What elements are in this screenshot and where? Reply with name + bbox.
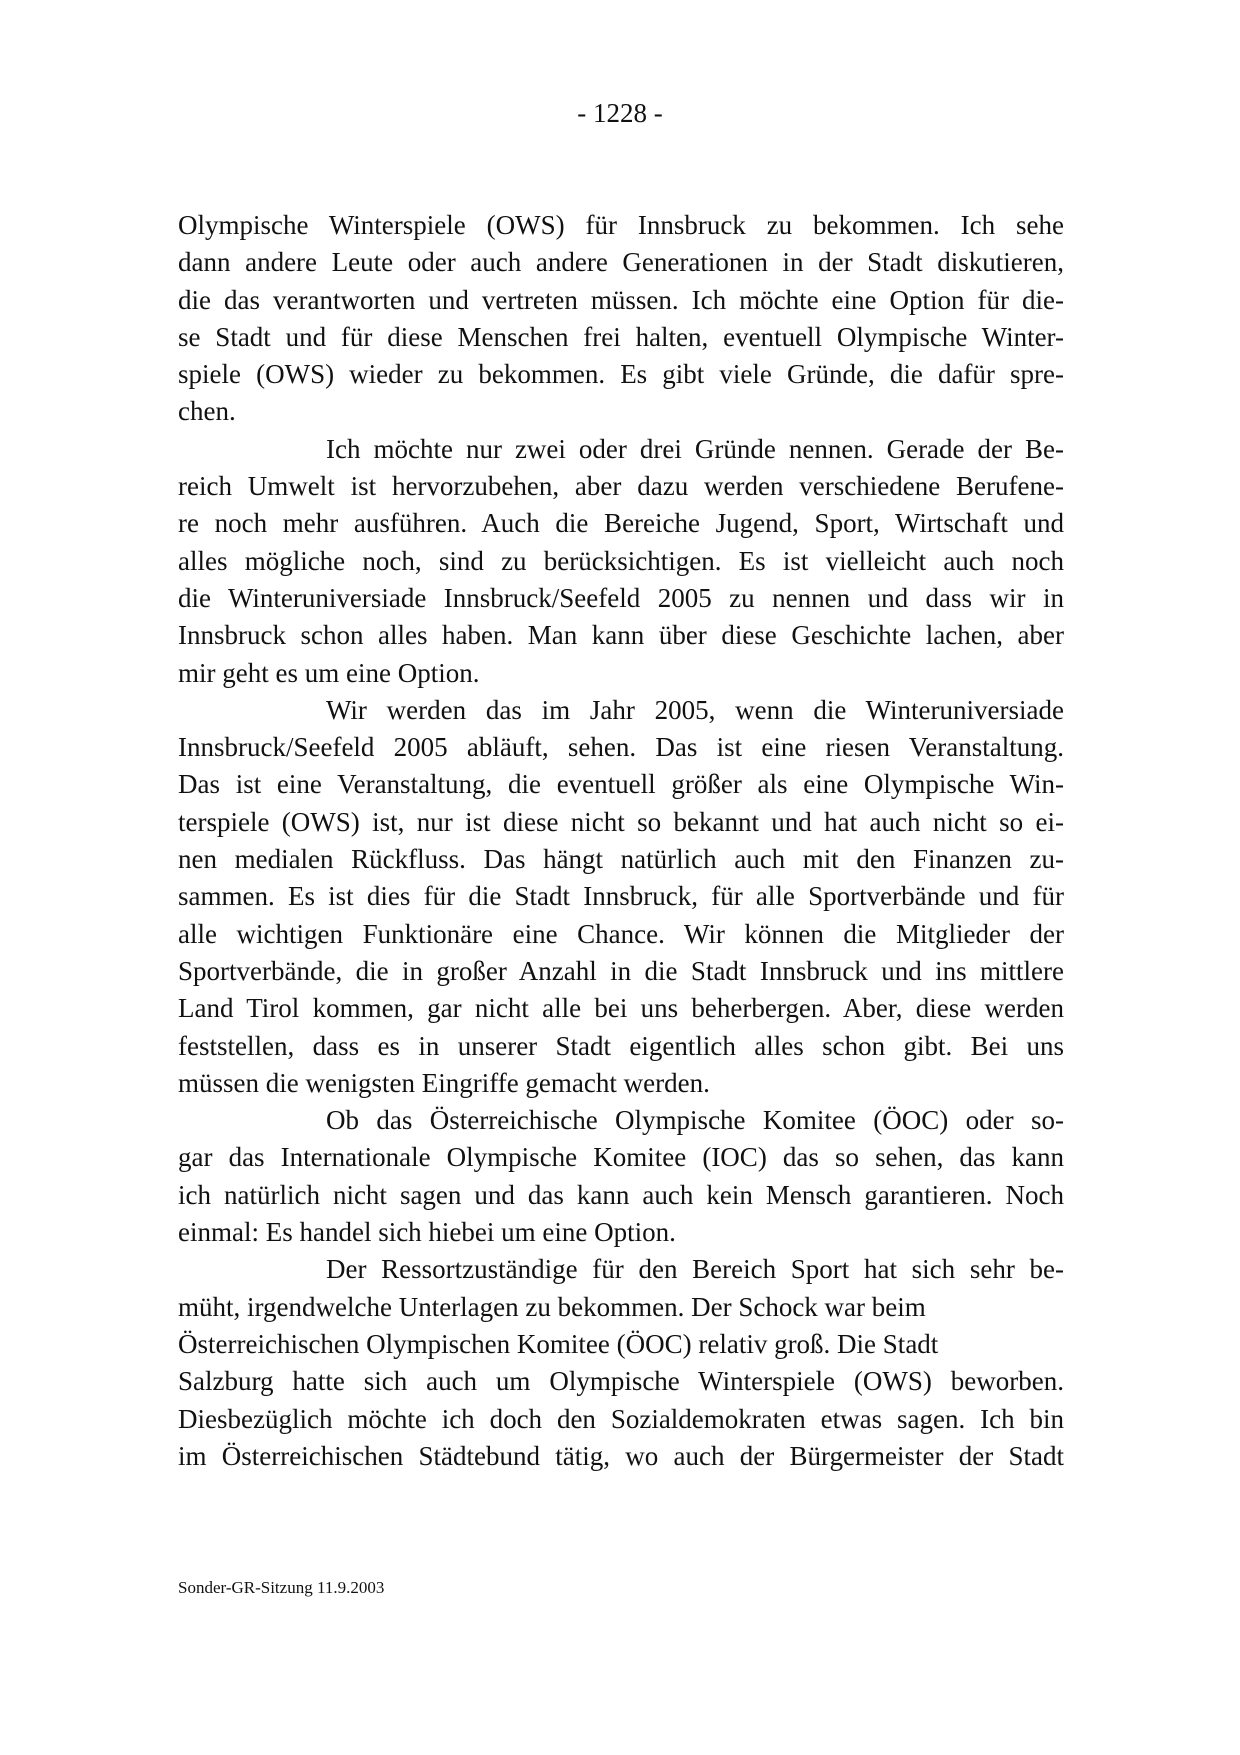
text-line: reich Umwelt ist hervorzubehen, aber dazu werden verschiedene Berufene- — [178, 471, 1064, 502]
text-line: dann andere Leute oder auch andere Generationen in der Stadt diskutieren, — [178, 247, 1064, 278]
text-line: im Österreichischen Städtebund tätig, wo auch der Bürgermeister der Stadt — [178, 1440, 1064, 1471]
text-line: Innsbruck/Seefeld 2005 abläuft, sehen. Das ist eine riesen Veranstaltung. — [178, 732, 1064, 763]
text-line: alles mögliche noch, sind zu berücksichtigen. Es ist vielleicht auch noch — [178, 545, 1064, 576]
text-line: Ich möchte nur zwei oder drei Gründe nennen. Gerade der Be- — [326, 433, 1064, 464]
text-line: ich natürlich nicht sagen und das kann auch kein Mensch garantieren. Noch — [178, 1179, 1064, 1210]
text-line: se Stadt und für diese Menschen frei halten, eventuell Olympische Winter- — [178, 321, 1064, 352]
text-line: einmal: Es handel sich hiebei um eine Option. — [178, 1217, 676, 1248]
text-line: müssen die wenigsten Eingriffe gemacht werden. — [178, 1067, 710, 1098]
text-line: sammen. Es ist dies für die Stadt Innsbruck, für alle Sportverbände und für — [178, 881, 1064, 912]
body-text — [178, 207, 1064, 1475]
text-line: Land Tirol kommen, gar nicht alle bei uns beherbergen. Aber, diese werden — [178, 993, 1064, 1024]
text-line: Österreichischen Olympischen Komitee (ÖOC) relativ groß. Die Stadt — [178, 1328, 939, 1359]
text-line: Sportverbände, die in großer Anzahl in die Stadt Innsbruck und ins mittlere — [178, 955, 1064, 986]
text-line: alle wichtigen Funktionäre eine Chance. Wir können die Mitglieder der — [178, 918, 1064, 949]
text-line: Innsbruck schon alles haben. Man kann über diese Geschichte lachen, aber — [178, 620, 1064, 651]
text-line: Ob das Österreichische Olympische Komitee (ÖOC) oder so- — [326, 1105, 1064, 1136]
page-number: - 1228 - — [577, 98, 663, 128]
text-line: Wir werden das im Jahr 2005, wenn die Winteruniversiade — [326, 694, 1064, 725]
text-line: spiele (OWS) wieder zu bekommen. Es gibt viele Gründe, die dafür spre- — [178, 359, 1064, 390]
text-line: feststellen, dass es in unserer Stadt eigentlich alles schon gibt. Bei uns — [178, 1030, 1064, 1061]
text-line: Diesbezüglich möchte ich doch den Sozialdemokraten etwas sagen. Ich bin — [178, 1403, 1064, 1434]
text-line: die das verantworten und vertreten müssen. Ich möchte eine Option für die- — [178, 284, 1064, 315]
text-line: chen. — [178, 396, 236, 427]
text-line: re noch mehr ausführen. Auch die Bereiche Jugend, Sport, Wirtschaft und — [178, 508, 1064, 539]
text-line: Das ist eine Veranstaltung, die eventuell größer als eine Olympische Win- — [178, 769, 1064, 800]
text-line: die Winteruniversiade Innsbruck/Seefeld 2005 zu nennen und dass wir in — [178, 582, 1064, 613]
text-line: Olympische Winterspiele (OWS) für Innsbruck zu bekommen. Ich sehe — [178, 210, 1064, 240]
text-line: Salzburg hatte sich auch um Olympische Winterspiele (OWS) beworben. — [178, 1366, 1064, 1397]
footer: Sonder-GR-Sitzung 11.9.2003 — [178, 1578, 385, 1597]
text-line: nen medialen Rückfluss. Das hängt natürlich auch mit den Finanzen zu- — [178, 844, 1064, 875]
text-line: mir geht es um eine Option. — [178, 657, 480, 688]
text-line: müht, irgendwelche Unterlagen zu bekommen. Der Schock war beim — [178, 1291, 926, 1322]
text-line: Der Ressortzuständige für den Bereich Sport hat sich sehr be- — [326, 1254, 1064, 1285]
text-line: terspiele (OWS) ist, nur ist diese nicht so bekannt und hat auch nicht so ei- — [178, 806, 1064, 837]
text-line: gar das Internationale Olympische Komitee (IOC) das so sehen, das kann — [178, 1142, 1064, 1173]
